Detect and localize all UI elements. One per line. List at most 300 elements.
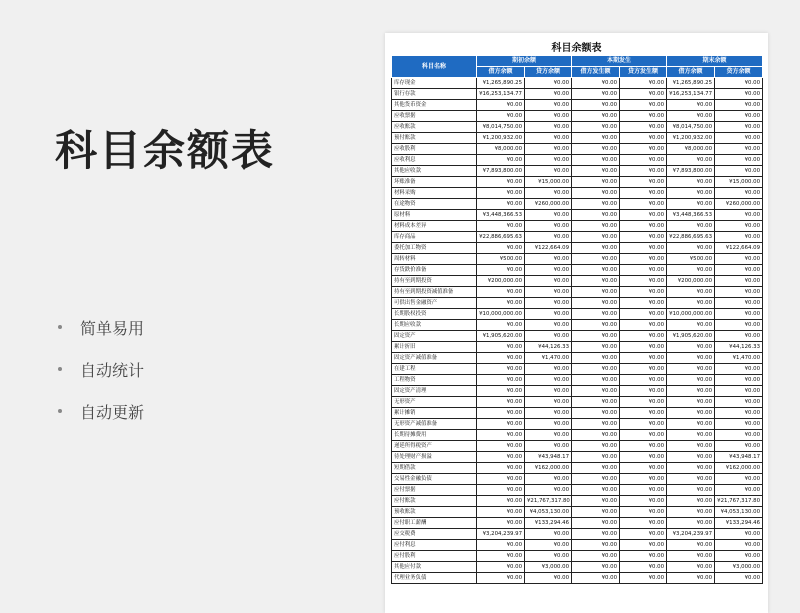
amount-cell: ¥0.00 xyxy=(477,441,525,452)
amount-cell: ¥3,204,239.97 xyxy=(477,529,525,540)
table-row xyxy=(392,177,763,188)
amount-cell: ¥0.00 xyxy=(620,298,667,309)
account-name-cell: 应收利息 xyxy=(392,155,477,166)
amount-cell: ¥0.00 xyxy=(477,287,525,298)
amount-cell: ¥162,000.00 xyxy=(715,463,763,474)
amount-cell: ¥0.00 xyxy=(620,254,667,265)
account-name-cell: 代理业务负债 xyxy=(392,573,477,584)
account-name-cell: 工程物资 xyxy=(392,375,477,386)
amount-cell: ¥0.00 xyxy=(667,265,715,276)
amount-cell: ¥8,014,750.00 xyxy=(477,122,525,133)
amount-cell: ¥0.00 xyxy=(715,254,763,265)
amount-cell: ¥0.00 xyxy=(667,342,715,353)
amount-cell: ¥1,265,890.25 xyxy=(667,78,715,89)
amount-cell: ¥1,905,620.00 xyxy=(667,331,715,342)
amount-cell: ¥0.00 xyxy=(715,111,763,122)
amount-cell: ¥0.00 xyxy=(715,122,763,133)
account-name-cell: 银行存款 xyxy=(392,89,477,100)
amount-cell: ¥0.00 xyxy=(667,298,715,309)
amount-cell: ¥0.00 xyxy=(525,408,572,419)
table-row xyxy=(392,221,763,232)
amount-cell: ¥0.00 xyxy=(477,485,525,496)
amount-cell: ¥0.00 xyxy=(525,573,572,584)
amount-cell: ¥43,948.17 xyxy=(525,452,572,463)
amount-cell: ¥0.00 xyxy=(572,562,620,573)
amount-cell: ¥0.00 xyxy=(667,452,715,463)
amount-cell: ¥0.00 xyxy=(620,463,667,474)
amount-cell: ¥0.00 xyxy=(477,298,525,309)
table-row xyxy=(392,100,763,111)
amount-cell: ¥0.00 xyxy=(715,364,763,375)
amount-cell: ¥0.00 xyxy=(477,320,525,331)
header-group: 本期发生 xyxy=(572,56,667,67)
amount-cell: ¥0.00 xyxy=(667,375,715,386)
amount-cell: ¥133,294.46 xyxy=(715,518,763,529)
amount-cell: ¥0.00 xyxy=(715,232,763,243)
amount-cell: ¥0.00 xyxy=(667,320,715,331)
amount-cell: ¥0.00 xyxy=(620,78,667,89)
amount-cell: ¥0.00 xyxy=(715,331,763,342)
table-row xyxy=(392,364,763,375)
amount-cell: ¥0.00 xyxy=(525,287,572,298)
table-row xyxy=(392,540,763,551)
feature-label: 自动更新 xyxy=(80,402,145,422)
amount-cell: ¥0.00 xyxy=(667,485,715,496)
header-sub: 贷方余额 xyxy=(715,67,763,78)
table-row xyxy=(392,353,763,364)
account-name-cell: 长期待摊费用 xyxy=(392,430,477,441)
amount-cell: ¥0.00 xyxy=(667,188,715,199)
account-name-cell: 应付账款 xyxy=(392,496,477,507)
amount-cell: ¥0.00 xyxy=(525,122,572,133)
amount-cell: ¥15,000.00 xyxy=(715,177,763,188)
amount-cell: ¥0.00 xyxy=(572,408,620,419)
table-row xyxy=(392,419,763,430)
amount-cell: ¥0.00 xyxy=(620,133,667,144)
amount-cell: ¥0.00 xyxy=(572,375,620,386)
amount-cell: ¥3,448,366.53 xyxy=(667,210,715,221)
amount-cell: ¥122,664.09 xyxy=(525,243,572,254)
amount-cell: ¥0.00 xyxy=(525,309,572,320)
amount-cell: ¥0.00 xyxy=(572,298,620,309)
amount-cell: ¥0.00 xyxy=(667,430,715,441)
amount-cell: ¥0.00 xyxy=(667,199,715,210)
amount-cell: ¥0.00 xyxy=(477,463,525,474)
amount-cell: ¥0.00 xyxy=(477,177,525,188)
amount-cell: ¥10,000,000.00 xyxy=(667,309,715,320)
amount-cell: ¥0.00 xyxy=(572,210,620,221)
amount-cell: ¥0.00 xyxy=(572,342,620,353)
amount-cell: ¥0.00 xyxy=(620,562,667,573)
amount-cell: ¥500.00 xyxy=(667,254,715,265)
amount-cell: ¥8,000.00 xyxy=(667,144,715,155)
amount-cell: ¥0.00 xyxy=(620,287,667,298)
amount-cell: ¥7,893,800.00 xyxy=(667,166,715,177)
amount-cell: ¥0.00 xyxy=(572,177,620,188)
account-name-cell: 持有至到期投资减值准备 xyxy=(392,287,477,298)
amount-cell: ¥0.00 xyxy=(667,221,715,232)
amount-cell: ¥0.00 xyxy=(667,111,715,122)
amount-cell: ¥0.00 xyxy=(572,507,620,518)
account-name-cell: 库存现金 xyxy=(392,78,477,89)
amount-cell: ¥7,893,800.00 xyxy=(477,166,525,177)
amount-cell: ¥0.00 xyxy=(715,375,763,386)
amount-cell: ¥0.00 xyxy=(620,309,667,320)
amount-cell: ¥0.00 xyxy=(667,364,715,375)
amount-cell: ¥0.00 xyxy=(715,100,763,111)
amount-cell: ¥1,200,932.00 xyxy=(667,133,715,144)
amount-cell: ¥0.00 xyxy=(620,122,667,133)
amount-cell: ¥0.00 xyxy=(715,188,763,199)
amount-cell: ¥0.00 xyxy=(667,551,715,562)
amount-cell: ¥0.00 xyxy=(525,430,572,441)
amount-cell: ¥0.00 xyxy=(525,474,572,485)
page-title: 科目余额表 xyxy=(55,126,276,175)
amount-cell: ¥0.00 xyxy=(525,210,572,221)
table-row xyxy=(392,562,763,573)
account-name-cell: 长期股权投资 xyxy=(392,309,477,320)
amount-cell: ¥0.00 xyxy=(620,485,667,496)
amount-cell: ¥0.00 xyxy=(620,320,667,331)
amount-cell: ¥0.00 xyxy=(572,111,620,122)
amount-cell: ¥0.00 xyxy=(572,463,620,474)
account-name-cell: 长期应收款 xyxy=(392,320,477,331)
amount-cell: ¥200,000.00 xyxy=(477,276,525,287)
header-sub: 贷方发生额 xyxy=(620,67,667,78)
amount-cell: ¥16,253,134.77 xyxy=(667,89,715,100)
amount-cell: ¥0.00 xyxy=(525,133,572,144)
amount-cell: ¥0.00 xyxy=(477,551,525,562)
amount-cell: ¥0.00 xyxy=(525,144,572,155)
amount-cell: ¥0.00 xyxy=(620,397,667,408)
amount-cell: ¥0.00 xyxy=(620,265,667,276)
amount-cell: ¥0.00 xyxy=(572,397,620,408)
table-row xyxy=(392,298,763,309)
amount-cell: ¥0.00 xyxy=(667,573,715,584)
account-name-cell: 累计折旧 xyxy=(392,342,477,353)
table-row xyxy=(392,78,763,89)
table-row xyxy=(392,243,763,254)
amount-cell: ¥0.00 xyxy=(667,540,715,551)
amount-cell: ¥0.00 xyxy=(715,419,763,430)
account-name-cell: 固定资产 xyxy=(392,331,477,342)
account-name-cell: 预收账款 xyxy=(392,507,477,518)
amount-cell: ¥0.00 xyxy=(572,485,620,496)
amount-cell: ¥0.00 xyxy=(620,452,667,463)
amount-cell: ¥0.00 xyxy=(620,89,667,100)
account-name-cell: 交易性金融负债 xyxy=(392,474,477,485)
amount-cell: ¥3,000.00 xyxy=(715,562,763,573)
amount-cell: ¥4,053,130.00 xyxy=(525,507,572,518)
amount-cell: ¥162,000.00 xyxy=(525,463,572,474)
table-row xyxy=(392,265,763,276)
amount-cell: ¥0.00 xyxy=(572,265,620,276)
amount-cell: ¥0.00 xyxy=(525,298,572,309)
amount-cell: ¥0.00 xyxy=(525,100,572,111)
amount-cell: ¥16,253,134.77 xyxy=(477,89,525,100)
table-row xyxy=(392,133,763,144)
amount-cell: ¥21,767,317.80 xyxy=(525,496,572,507)
account-name-cell: 无形资产减值准备 xyxy=(392,419,477,430)
account-name-cell: 递延所得税资产 xyxy=(392,441,477,452)
amount-cell: ¥0.00 xyxy=(572,573,620,584)
amount-cell: ¥122,664.09 xyxy=(715,243,763,254)
amount-cell: ¥0.00 xyxy=(620,221,667,232)
amount-cell: ¥0.00 xyxy=(620,540,667,551)
account-name-cell: 应收账款 xyxy=(392,122,477,133)
amount-cell: ¥0.00 xyxy=(620,276,667,287)
table-row xyxy=(392,452,763,463)
amount-cell: ¥0.00 xyxy=(620,364,667,375)
header-sub: 借方余额 xyxy=(667,67,715,78)
amount-cell: ¥0.00 xyxy=(525,78,572,89)
table-row xyxy=(392,518,763,529)
account-name-cell: 应收票据 xyxy=(392,111,477,122)
header-group: 期末余额 xyxy=(667,56,763,67)
amount-cell: ¥0.00 xyxy=(715,210,763,221)
amount-cell: ¥0.00 xyxy=(525,254,572,265)
amount-cell: ¥0.00 xyxy=(525,485,572,496)
amount-cell: ¥0.00 xyxy=(715,529,763,540)
amount-cell: ¥200,000.00 xyxy=(667,276,715,287)
amount-cell: ¥0.00 xyxy=(572,419,620,430)
account-name-cell: 存货跌价准备 xyxy=(392,265,477,276)
amount-cell: ¥0.00 xyxy=(477,188,525,199)
amount-cell: ¥8,014,750.00 xyxy=(667,122,715,133)
amount-cell: ¥0.00 xyxy=(572,122,620,133)
amount-cell: ¥0.00 xyxy=(572,287,620,298)
amount-cell: ¥0.00 xyxy=(715,485,763,496)
table-row xyxy=(392,111,763,122)
spreadsheet-preview xyxy=(385,33,768,613)
feature-item xyxy=(58,348,144,390)
account-name-cell: 应收股利 xyxy=(392,144,477,155)
account-name-cell: 预付账款 xyxy=(392,133,477,144)
table-row xyxy=(392,342,763,353)
amount-cell: ¥0.00 xyxy=(620,342,667,353)
amount-cell: ¥0.00 xyxy=(715,133,763,144)
amount-cell: ¥0.00 xyxy=(715,408,763,419)
amount-cell: ¥0.00 xyxy=(525,441,572,452)
table-row xyxy=(392,573,763,584)
amount-cell: ¥0.00 xyxy=(572,551,620,562)
amount-cell: ¥0.00 xyxy=(572,540,620,551)
amount-cell: ¥0.00 xyxy=(477,419,525,430)
amount-cell: ¥0.00 xyxy=(477,408,525,419)
amount-cell: ¥0.00 xyxy=(620,441,667,452)
amount-cell: ¥0.00 xyxy=(715,430,763,441)
account-name-cell: 库存商品 xyxy=(392,232,477,243)
amount-cell: ¥0.00 xyxy=(715,89,763,100)
table-row xyxy=(392,276,763,287)
table-row xyxy=(392,441,763,452)
account-name-cell: 短期借款 xyxy=(392,463,477,474)
table-row xyxy=(392,551,763,562)
amount-cell: ¥0.00 xyxy=(715,166,763,177)
amount-cell: ¥0.00 xyxy=(477,100,525,111)
amount-cell: ¥0.00 xyxy=(620,430,667,441)
amount-cell: ¥0.00 xyxy=(715,309,763,320)
amount-cell: ¥0.00 xyxy=(477,353,525,364)
amount-cell: ¥0.00 xyxy=(715,144,763,155)
amount-cell: ¥0.00 xyxy=(572,133,620,144)
amount-cell: ¥44,126.33 xyxy=(715,342,763,353)
amount-cell: ¥0.00 xyxy=(572,320,620,331)
amount-cell: ¥0.00 xyxy=(620,518,667,529)
amount-cell: ¥0.00 xyxy=(525,364,572,375)
bullet-icon xyxy=(58,325,62,329)
amount-cell: ¥0.00 xyxy=(525,331,572,342)
bullet-icon xyxy=(58,409,62,413)
amount-cell: ¥0.00 xyxy=(572,243,620,254)
account-name-cell: 无形资产 xyxy=(392,397,477,408)
amount-cell: ¥21,767,317.80 xyxy=(715,496,763,507)
amount-cell: ¥22,886,695.63 xyxy=(477,232,525,243)
table-row xyxy=(392,144,763,155)
account-name-cell: 持有至到期投资 xyxy=(392,276,477,287)
table-row xyxy=(392,89,763,100)
table-row xyxy=(392,375,763,386)
amount-cell: ¥4,053,130.00 xyxy=(715,507,763,518)
table-row xyxy=(392,254,763,265)
amount-cell: ¥0.00 xyxy=(715,155,763,166)
amount-cell: ¥3,448,366.53 xyxy=(477,210,525,221)
account-name-cell: 应付票据 xyxy=(392,485,477,496)
amount-cell: ¥500.00 xyxy=(477,254,525,265)
amount-cell: ¥0.00 xyxy=(572,144,620,155)
amount-cell: ¥0.00 xyxy=(715,287,763,298)
table-body xyxy=(392,78,763,584)
amount-cell: ¥0.00 xyxy=(572,89,620,100)
account-name-cell: 待处理财产损溢 xyxy=(392,452,477,463)
amount-cell: ¥15,000.00 xyxy=(525,177,572,188)
amount-cell: ¥0.00 xyxy=(525,188,572,199)
amount-cell: ¥0.00 xyxy=(525,551,572,562)
amount-cell: ¥0.00 xyxy=(477,474,525,485)
amount-cell: ¥22,886,695.63 xyxy=(667,232,715,243)
amount-cell: ¥0.00 xyxy=(620,111,667,122)
table-row xyxy=(392,397,763,408)
amount-cell: ¥0.00 xyxy=(572,364,620,375)
amount-cell: ¥0.00 xyxy=(715,573,763,584)
amount-cell: ¥10,000,000.00 xyxy=(477,309,525,320)
amount-cell: ¥0.00 xyxy=(620,232,667,243)
table-row xyxy=(392,199,763,210)
amount-cell: ¥0.00 xyxy=(572,100,620,111)
amount-cell: ¥0.00 xyxy=(572,452,620,463)
amount-cell: ¥0.00 xyxy=(667,507,715,518)
account-name-cell: 委托加工物资 xyxy=(392,243,477,254)
header-sub: 贷方余额 xyxy=(525,67,572,78)
amount-cell: ¥0.00 xyxy=(667,562,715,573)
amount-cell: ¥0.00 xyxy=(525,111,572,122)
header-account-name: 科目名称 xyxy=(392,56,477,78)
amount-cell: ¥0.00 xyxy=(477,518,525,529)
amount-cell: ¥0.00 xyxy=(715,540,763,551)
amount-cell: ¥0.00 xyxy=(572,496,620,507)
amount-cell: ¥133,294.46 xyxy=(525,518,572,529)
account-name-cell: 应付职工薪酬 xyxy=(392,518,477,529)
feature-list xyxy=(58,306,144,432)
table-row xyxy=(392,507,763,518)
amount-cell: ¥0.00 xyxy=(477,562,525,573)
amount-cell: ¥0.00 xyxy=(477,397,525,408)
amount-cell: ¥0.00 xyxy=(572,276,620,287)
account-name-cell: 材料采购 xyxy=(392,188,477,199)
amount-cell: ¥0.00 xyxy=(620,408,667,419)
amount-cell: ¥0.00 xyxy=(572,199,620,210)
amount-cell: ¥0.00 xyxy=(620,573,667,584)
amount-cell: ¥0.00 xyxy=(620,243,667,254)
table-row xyxy=(392,320,763,331)
amount-cell: ¥0.00 xyxy=(525,232,572,243)
amount-cell: ¥0.00 xyxy=(477,199,525,210)
amount-cell: ¥0.00 xyxy=(477,496,525,507)
amount-cell: ¥0.00 xyxy=(715,265,763,276)
amount-cell: ¥0.00 xyxy=(715,78,763,89)
amount-cell: ¥0.00 xyxy=(667,243,715,254)
amount-cell: ¥3,204,239.97 xyxy=(667,529,715,540)
amount-cell: ¥0.00 xyxy=(477,364,525,375)
amount-cell: ¥0.00 xyxy=(715,386,763,397)
account-name-cell: 应付股利 xyxy=(392,551,477,562)
account-name-cell: 固定资产减值准备 xyxy=(392,353,477,364)
account-name-cell: 应付利息 xyxy=(392,540,477,551)
amount-cell: ¥0.00 xyxy=(620,386,667,397)
amount-cell: ¥8,000.00 xyxy=(477,144,525,155)
amount-cell: ¥0.00 xyxy=(525,166,572,177)
amount-cell: ¥0.00 xyxy=(715,320,763,331)
account-name-cell: 原材料 xyxy=(392,210,477,221)
table-row xyxy=(392,529,763,540)
amount-cell: ¥0.00 xyxy=(525,89,572,100)
amount-cell: ¥0.00 xyxy=(667,287,715,298)
table-row xyxy=(392,496,763,507)
amount-cell: ¥0.00 xyxy=(620,177,667,188)
account-name-cell: 在途物资 xyxy=(392,199,477,210)
amount-cell: ¥0.00 xyxy=(667,518,715,529)
table-row xyxy=(392,287,763,298)
header-sub: 借方发生额 xyxy=(572,67,620,78)
amount-cell: ¥0.00 xyxy=(525,397,572,408)
amount-cell: ¥0.00 xyxy=(715,298,763,309)
amount-cell: ¥0.00 xyxy=(667,419,715,430)
table-row xyxy=(392,155,763,166)
table-row xyxy=(392,331,763,342)
amount-cell: ¥0.00 xyxy=(525,265,572,276)
amount-cell: ¥0.00 xyxy=(667,441,715,452)
account-name-cell: 可供出售金融资产 xyxy=(392,298,477,309)
amount-cell: ¥0.00 xyxy=(525,529,572,540)
amount-cell: ¥0.00 xyxy=(477,386,525,397)
account-name-cell: 累计摊销 xyxy=(392,408,477,419)
table-row xyxy=(392,210,763,221)
amount-cell: ¥0.00 xyxy=(572,78,620,89)
amount-cell: ¥44,126.33 xyxy=(525,342,572,353)
feature-item xyxy=(58,306,144,348)
amount-cell: ¥0.00 xyxy=(477,111,525,122)
table-row xyxy=(392,408,763,419)
amount-cell: ¥0.00 xyxy=(572,155,620,166)
amount-cell: ¥0.00 xyxy=(525,540,572,551)
amount-cell: ¥0.00 xyxy=(572,331,620,342)
amount-cell: ¥0.00 xyxy=(572,254,620,265)
account-name-cell: 材料成本差异 xyxy=(392,221,477,232)
amount-cell: ¥1,200,932.00 xyxy=(477,133,525,144)
sheet-title: 科目余额表 xyxy=(551,43,602,54)
amount-cell: ¥260,000.00 xyxy=(715,199,763,210)
amount-cell: ¥0.00 xyxy=(572,221,620,232)
